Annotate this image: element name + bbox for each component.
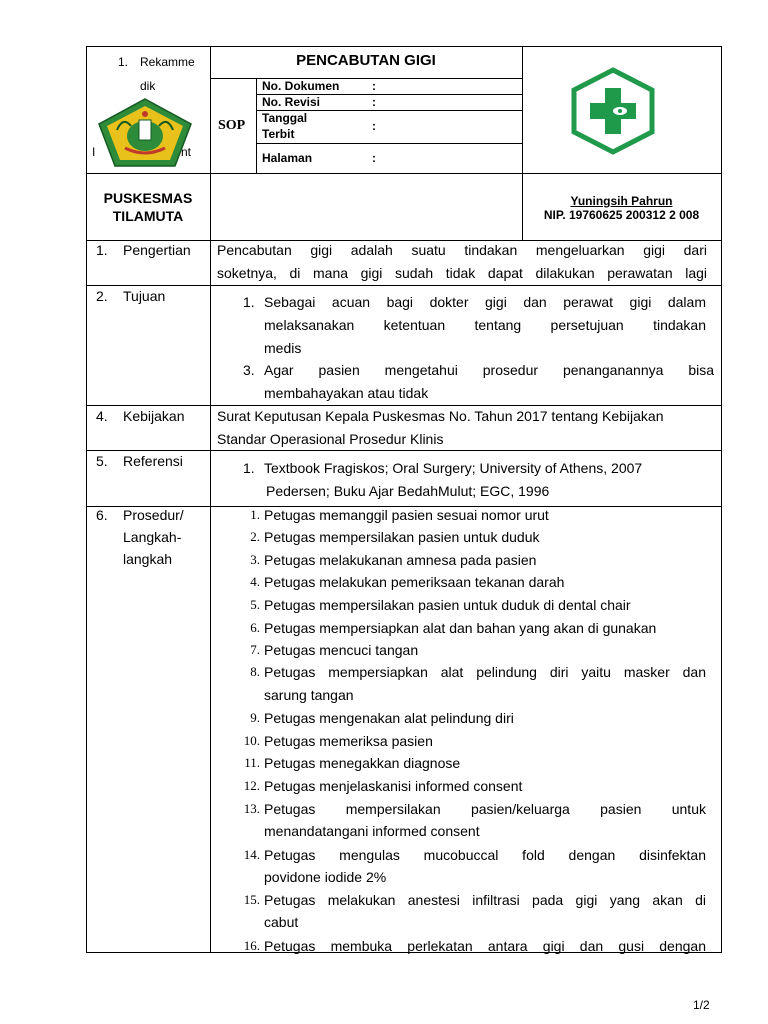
- puskesmas-logo-icon: [570, 66, 656, 156]
- step-number: 12.: [243, 778, 260, 793]
- header-note-word1: Rekamme: [140, 55, 195, 69]
- step-text-line: Petugas melakukan pemeriksaan tekanan darah: [264, 574, 565, 590]
- step-text-line: Petugas menjelaskanisi informed consent: [264, 778, 523, 794]
- section-label-tujuan: Tujuan: [123, 288, 166, 304]
- step-text-line: Petugas mempersiapkan alat dan bahan yang akan di gunakan: [264, 620, 657, 636]
- step-text-line: Petugas mencuci tangan: [264, 642, 419, 658]
- step-text-line: Petugas melakukanan amnesa pada pasien: [264, 552, 537, 568]
- section-number: 6.: [96, 507, 108, 523]
- pengertian-line: Pencabutan gigi adalah suatu tindakan mengeluarkan gigi dari: [217, 242, 707, 258]
- section-label-prosedur: Langkah-: [123, 529, 182, 545]
- kebijakan-line: Surat Keputusan Kepala Puskesmas No. Tahun 2017 tentang Kebijakan: [217, 408, 664, 424]
- step-text-line: Petugas memanggil pasien sesuai nomor urut: [264, 507, 549, 523]
- step-number: 9.: [250, 710, 260, 725]
- step-number: 5.: [250, 597, 260, 612]
- section-label-prosedur: langkah: [123, 551, 173, 567]
- tujuan-line: membahayakan atau tidak: [264, 385, 429, 401]
- kebijakan-line: Standar Operasional Prosedur Klinis: [217, 431, 444, 447]
- section-number: 1.: [96, 242, 108, 258]
- tujuan-item-number: 1.: [243, 294, 255, 310]
- step-text-line: povidone iodide 2%: [264, 869, 387, 885]
- step-text-line: Petugas mengulas mucobuccal fold dengan disinfektan: [264, 847, 706, 863]
- revision-sep: :: [372, 95, 376, 109]
- step-number: 7.: [250, 642, 260, 657]
- step-number: 4.: [250, 574, 260, 589]
- section-number: 2.: [96, 288, 108, 304]
- section-label-prosedur: Prosedur/: [123, 507, 184, 523]
- section-number: 4.: [96, 408, 108, 424]
- issue-date-label: Tanggal: [262, 111, 308, 125]
- step-text-line: Petugas mempersilakan pasien/keluarga pasien untuk: [264, 801, 706, 817]
- issue-date-label2: Terbit: [262, 127, 295, 141]
- step-text-line: Petugas mempersiapkan alat pelindung diri yaitu masker dan: [264, 664, 706, 680]
- step-text-line: Petugas memeriksa pasien: [264, 733, 433, 749]
- org-name-line2: TILAMUTA: [112, 208, 184, 224]
- doc-number-label: No. Dokumen: [262, 79, 340, 93]
- step-number: 16.: [243, 938, 260, 953]
- section-label-pengertian: Pengertian: [123, 242, 191, 258]
- step-text-line: cabut: [264, 914, 299, 930]
- step-number: 15.: [243, 892, 260, 907]
- step-text-line: Petugas mengenakan alat pelindung diri: [264, 710, 514, 726]
- step-number: 2.: [250, 529, 260, 544]
- section-label-referensi: Referensi: [123, 453, 183, 469]
- tujuan-line: Agar pasien mengetahui prosedur penanganannya bisa: [264, 362, 714, 378]
- step-text-line: Petugas mempersilakan pasien untuk duduk: [264, 529, 540, 545]
- page-number: 1/2: [693, 998, 710, 1012]
- step-number: 11.: [244, 755, 260, 770]
- step-number: 8.: [250, 664, 260, 679]
- regency-emblem-icon: [95, 96, 195, 168]
- step-number: 1.: [250, 507, 260, 522]
- tujuan-line: Sebagai acuan bagi dokter gigi dan perawat gigi dalam: [264, 294, 706, 310]
- referensi-item-number: 1.: [243, 460, 255, 476]
- doc-number-sep: :: [372, 79, 376, 93]
- page-label: Halaman: [262, 151, 313, 165]
- step-text-line: Petugas membuka perlekatan antara gigi dan gusi dengan: [264, 938, 706, 954]
- header-note-word2: dik: [140, 79, 156, 93]
- signer-name: Yuningsih Pahrun: [570, 194, 673, 208]
- step-text-line: Petugas melakukan anestesi infiltrasi pada gigi yang akan di: [264, 892, 706, 908]
- header-note-number: 1.: [118, 55, 129, 69]
- issue-date-sep: :: [372, 119, 376, 133]
- header-note-word3: I: [92, 145, 96, 159]
- section-label-kebijakan: Kebijakan: [123, 408, 185, 424]
- step-text-line: menandatangani informed consent: [264, 823, 480, 839]
- step-text-line: sarung tangan: [264, 687, 354, 703]
- tujuan-line: melaksanakan ketentuan tentang persetujuan tindakan: [264, 317, 706, 333]
- step-number: 6.: [250, 620, 260, 635]
- sop-label: SOP: [218, 118, 246, 133]
- step-number: 10.: [243, 733, 260, 748]
- page-sep: :: [372, 151, 376, 165]
- tujuan-line: medis: [264, 340, 302, 356]
- document-title: PENCABUTAN GIGI: [296, 52, 436, 69]
- revision-label: No. Revisi: [262, 95, 321, 109]
- header-note-word4: nt: [181, 145, 192, 159]
- step-number: 13.: [243, 801, 260, 816]
- pengertian-line: soketnya, di mana gigi sudah tidak dapat dilakukan perawatan lagi: [217, 265, 707, 281]
- step-text-line: Petugas mempersilakan pasien untuk duduk di dental chair: [264, 597, 631, 613]
- tujuan-item-number: 3.: [243, 362, 255, 378]
- org-name-line1: PUSKESMAS: [103, 190, 193, 206]
- step-text-line: Petugas menegakkan diagnose: [264, 755, 461, 771]
- referensi-line: Textbook Fragiskos; Oral Surgery; University of Athens, 2007: [264, 460, 643, 476]
- section-number: 5.: [96, 453, 108, 469]
- step-number: 14.: [243, 847, 260, 862]
- referensi-line: Pedersen; Buku Ajar BedahMulut; EGC, 1996: [266, 483, 550, 499]
- signer-nip: NIP. 19760625 200312 2 008: [543, 208, 700, 222]
- step-number: 3.: [250, 552, 260, 567]
